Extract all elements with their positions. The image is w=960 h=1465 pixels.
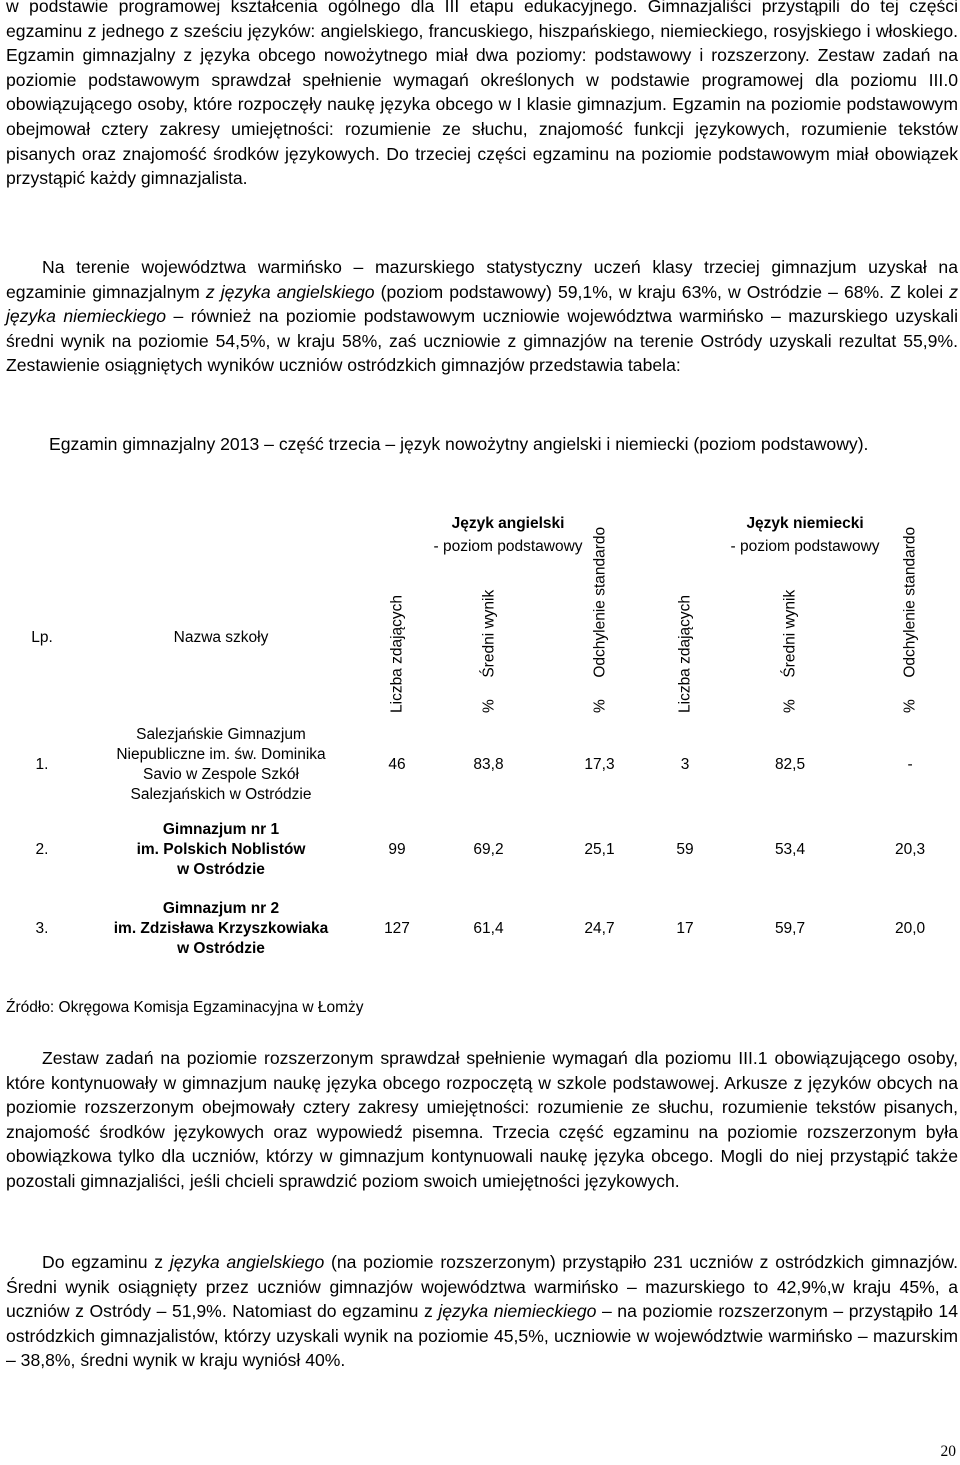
- group-title: Język angielski: [451, 515, 565, 532]
- column-header-en-mean: [430, 558, 547, 718]
- label-text: Odchylenie standardo: [901, 526, 919, 678]
- table-caption: Egzamin gimnazjalny 2013 – część trzecia – język nowożytny angielski i niemiecki (poziom podstawowy).: [49, 434, 869, 454]
- table-group-header-row: [6, 508, 958, 558]
- table-row: [6, 888, 958, 970]
- vertical-label: [901, 526, 920, 713]
- text-run: Do egzaminu z: [42, 1252, 170, 1272]
- school-line: w Ostródzie: [177, 940, 265, 957]
- pct-label: %: [781, 699, 799, 713]
- school-line: w Ostródzie: [177, 861, 265, 878]
- text-run: – na poziomie rozszerzonym – przystąpiło 14 ostródzkich gimnazjalistów, którzy uzyskali wynik na poziomie 45,5%, uczniowie w województwie warmińsko – mazurskim – 38,8%, średni wynik w kraju wyniósł 40%.: [6, 1301, 958, 1371]
- column-header-lp: Lp.: [31, 629, 53, 646]
- group-subtitle: - poziom podstawowy: [433, 538, 583, 555]
- vertical-label: [781, 563, 800, 713]
- page-number: 20: [940, 1443, 956, 1460]
- school-line: Gimnazjum nr 2: [162, 900, 280, 917]
- column-header-en-count: [364, 558, 430, 718]
- vertical-label: [590, 526, 609, 713]
- table-row: [6, 718, 958, 812]
- group-title: Język niemiecki: [746, 515, 864, 532]
- cell-de-count: 17: [676, 920, 694, 937]
- cell-de-count: 3: [680, 756, 690, 773]
- table-row: [6, 812, 958, 888]
- cell-lp: 1.: [35, 756, 49, 773]
- cell-lp: 3.: [35, 920, 49, 937]
- cell-school: [78, 812, 364, 888]
- cell-en-count: 127: [384, 920, 410, 937]
- cell-en-mean: 69,2: [473, 841, 504, 858]
- school-line: Savio w Zespole Szkół: [143, 766, 299, 783]
- cell-lp: 2.: [35, 841, 49, 858]
- cell-de-std: -: [907, 756, 913, 773]
- text-run: – również na poziomie podstawowym uczniowie województwa warmińsko – mazurskiego uzyskali średni wynik na poziomie 54,5%, w kraju 58%, zaś uczniowie z gimnazjów na terenie Ostródy uzyskali rezultat 55,9%. Zestawienie osiągniętych wyników uczniów ostródzkich gimnazjów przedstawia tabela:: [6, 306, 958, 376]
- extended-level-results-paragraph: [6, 1250, 958, 1373]
- pct-label: %: [901, 699, 919, 713]
- column-header-en-std: [547, 526, 652, 718]
- column-header-de-mean: [718, 558, 862, 718]
- cell-en-std: 17,3: [584, 756, 615, 773]
- group-subtitle: - poziom podstawowy: [730, 538, 880, 555]
- cell-en-count: 99: [388, 841, 406, 858]
- italic-run: języka angielskiego: [169, 1252, 325, 1272]
- cell-de-std: 20,0: [894, 920, 926, 937]
- cell-de-mean: 53,4: [774, 841, 806, 858]
- italic-run: z języka niemieckiego: [6, 281, 958, 327]
- table-column-header-row: [6, 558, 958, 718]
- school-line: im. Polskich Noblistów: [136, 841, 306, 858]
- italic-run: języka niemieckiego: [438, 1301, 597, 1322]
- pct-label: %: [591, 699, 609, 713]
- extended-level-paragraph: Zestaw zadań na poziomie rozszerzonym sprawdzał spełnienie wymagań dla poziomu III.1 obowiązującego osoby, które kontynuowały w gimnazjum naukę języka obcego rozpoczętą w szkole podstawowej. Arkusze z języków obcych na poziomie rozszerzonym obejmowały cztery zakresy umiejętności: rozumienie ze słuchu, rozumienie tekstów pisanych, znajomość środków językowych oraz wypowiedź pisemna. Trzecia część egzaminu na poziomie rozszerzonym była obowiązkowa tylko dla uczniów, którzy w gimnazjum kontynuowali naukę języka obcego. Mogli do niej przystąpić także pozostali gimnazjaliści, jeśli chcieli sprawdzić poziom swoich umiejętności językowych.: [6, 1048, 958, 1191]
- results-table: [6, 508, 958, 970]
- vertical-label: Liczba zdających: [676, 594, 694, 713]
- cell-school: [78, 718, 364, 812]
- school-line: Salezjańskich w Ostródzie: [130, 786, 312, 803]
- cell-en-count: 46: [388, 756, 406, 773]
- cell-school: [78, 888, 364, 970]
- text-run: (poziom podstawowy) 59,1%, w kraju 63%, w Ostródzie – 68%. Z kolei: [374, 281, 950, 302]
- school-line: im. Zdzisława Krzyszkowiaka: [113, 920, 329, 937]
- cell-de-count: 59: [676, 841, 694, 858]
- column-header-de-count: [652, 558, 718, 718]
- cell-en-std: 25,1: [584, 841, 615, 858]
- school-line: Niepubliczne im. św. Dominika: [116, 746, 326, 763]
- group-header-english: [364, 508, 652, 558]
- italic-run: z języka angielskiego: [205, 281, 375, 302]
- vertical-label: Liczba zdających: [388, 594, 406, 713]
- column-header-de-std: [862, 526, 958, 718]
- cell-de-mean: 82,5: [774, 756, 806, 773]
- cell-en-mean: 61,4: [473, 920, 504, 937]
- school-line: Gimnazjum nr 1: [162, 821, 280, 838]
- label-text: Odchylenie standardo: [591, 526, 609, 678]
- cell-de-mean: 59,7: [774, 920, 806, 937]
- label-text: Średni wynik: [480, 589, 497, 678]
- vertical-label: [479, 563, 498, 713]
- school-line: Salezjańskie Gimnazjum: [136, 726, 306, 743]
- pct-label: %: [480, 699, 497, 713]
- cell-de-std: 20,3: [894, 841, 926, 858]
- table-source-note: Źródło: Okręgowa Komisja Egzaminacyjna w Łomży: [6, 999, 364, 1016]
- basic-level-results-paragraph: [6, 255, 958, 378]
- cell-en-std: 24,7: [584, 920, 615, 937]
- column-header-school: Nazwa szkoły: [173, 629, 269, 646]
- text-run: Na terenie województwa warmińsko – mazurskiego statystyczny uczeń klasy trzeciej gimnazjum uzyskał na egzaminie gimnazjalnym: [6, 257, 958, 302]
- cell-en-mean: 83,8: [473, 756, 504, 773]
- intro-paragraph: w podstawie programowej kształcenia ogólnego dla III etapu edukacyjnego. Gimnazjaliści przystąpili do tej części egzaminu z jednego z sześciu języków: angielskiego, francuskiego, hiszpańskiego, niemieckiego, rosyjskiego i włoskiego. Egzamin gimnazjalny z języka obcego nowożytnego miał dwa poziomy: podstawowy i rozszerzony. Zestaw zadań na poziomie podstawowym sprawdzał spełnienie wymagań określonych w podstawie programowej dla poziomu III.0 obowiązującego osoby, które rozpoczęły naukę języka obcego w I klasie gimnazjum. Egzamin na poziomie podstawowym obejmował cztery zakresy umiejętności: rozumienie ze słuchu, znajomość funkcji językowych, rozumienie tekstów pisanych oraz znajomość środków językowych. Do trzeciej części egzaminu na poziomie podstawowym miał obowiązek przystąpić każdy gimnazjalista.: [6, 0, 958, 189]
- text-run: (na poziomie rozszerzonym) przystąpiło 231 uczniów z ostródzkich gimnazjów. Średni wynik osiągnięty przez uczniów gimnazjów województwa warmińsko – mazurskiego to 42,9%,w kraju 45%, a uczniów z Ostródy – 51,9%. Natomiast do egzaminu z: [6, 1252, 958, 1322]
- label-text: Średni wynik: [781, 589, 799, 678]
